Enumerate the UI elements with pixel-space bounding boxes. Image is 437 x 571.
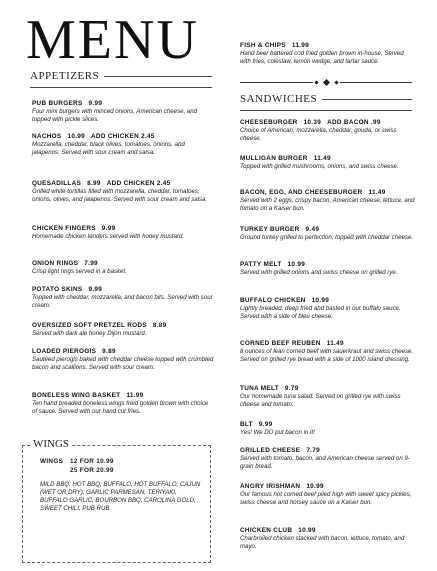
item-desc: Lightly breaded, deep fried and basted in our buffalo sauce. Served with a side of bleu cheese. bbox=[240, 305, 401, 320]
wings-name: WINGS bbox=[40, 458, 64, 465]
item-name: PATTY MELT bbox=[240, 261, 282, 268]
item-name: LOADED PIEROGIS bbox=[32, 348, 97, 355]
item-desc: Ten hand breaded boneless wings fried golden brown with choice of sauce. Served with our hand cut fries. bbox=[32, 400, 209, 415]
item-price: 9.99 bbox=[258, 421, 273, 428]
sandwich-item-patty-melt bbox=[240, 261, 418, 277]
sandwiches-heading-label: SANDWICHES bbox=[240, 93, 318, 105]
ornament-line-right bbox=[340, 82, 413, 83]
appetizers-heading-label: APPETIZERS bbox=[30, 70, 100, 82]
item-desc: Served with 2 eggs, crispy bacon, American cheese, lettuce, and tomato on a Kaiser bun. bbox=[240, 197, 415, 212]
appetizer-item-pretzel-rods bbox=[32, 322, 214, 338]
item-desc: Served with grilled onions and swiss cheese on grilled rye. bbox=[240, 269, 398, 276]
appetizer-item-loaded-pierogis bbox=[32, 348, 214, 371]
item-price: 9.79 bbox=[284, 385, 299, 392]
item-name: CHICKEN FINGERS bbox=[32, 225, 96, 232]
sandwich-item-buffalo-chicken bbox=[240, 297, 418, 320]
item-price: 10.99 bbox=[306, 483, 324, 490]
appetizer-item-nachos bbox=[32, 133, 214, 156]
ornament-diamond-icon bbox=[322, 79, 329, 86]
ornament-line-left bbox=[240, 82, 313, 83]
item-desc: Charbroiled chicken stacked with bacon, lettuce, tomato, and mayo. bbox=[240, 535, 405, 550]
item-name-row bbox=[32, 133, 214, 141]
item-desc: 8 ounces of lean corned beef with sauerkraut and swiss cheese. Served on grilled rye bread with a side of 1000 island dressing. bbox=[240, 348, 414, 363]
item-price: 11.99 bbox=[126, 392, 144, 399]
sandwiches-heading bbox=[240, 93, 412, 105]
item-price: 10.99 bbox=[311, 297, 330, 304]
item-name: CORNED BEEF REUBEN bbox=[240, 340, 321, 347]
item-desc: Served with tomato, bacon, and American cheese served on 9-grain bread. bbox=[240, 455, 410, 470]
sandwiches-heading-rule bbox=[322, 99, 412, 100]
item-desc: Grilled white tortillas filled with mozzarella, cheddar, tomatoes, onions, olives, and jalapenos. Served with sour cream and salsa. bbox=[32, 188, 208, 203]
appetizer-item-chicken-fingers bbox=[32, 225, 214, 241]
sandwich-item-bacon-egg-cheeseburger bbox=[240, 189, 418, 212]
appetizer-item-quesadillas bbox=[32, 180, 214, 203]
item-desc: Choice of American, mozzarella, cheddar, gouda, or swiss cheese. bbox=[240, 127, 397, 142]
item-price: 9.99 bbox=[88, 100, 103, 107]
item-price: 10.39 bbox=[303, 119, 322, 126]
item-extra: ADD CHICKEN 2.45 bbox=[91, 133, 155, 140]
item-price: 9.99 bbox=[101, 225, 116, 232]
item-name-row bbox=[240, 385, 418, 393]
item-extra: ADD BACON .99 bbox=[327, 119, 381, 126]
item-price: 11.99 bbox=[291, 42, 309, 49]
item-desc: Our homemade tuna salad. Served on grilled rye with swiss cheese and tomato. bbox=[240, 393, 401, 408]
item-name: POTATO SKINS bbox=[32, 286, 83, 293]
wings-flavors: MILD BBQ, HOT BBQ, BUFFALO, HOT BUFFALO, CAJUN (WET OR DRY), GARLIC PARMESAN, TERIYAKI, BUFFALO GARLIC, BOURBON BBQ, CAROLINA GOLD, SWEET CHILI, PUB RUB. bbox=[40, 481, 201, 512]
item-name-row bbox=[240, 119, 418, 127]
item-price: 11.49 bbox=[368, 189, 386, 196]
fish-and-chips-item bbox=[240, 42, 415, 65]
item-name-row bbox=[240, 261, 418, 269]
item-name-row bbox=[240, 189, 418, 197]
sandwich-item-chicken-club bbox=[240, 527, 418, 550]
ornament-diamond-small-icon bbox=[334, 80, 338, 84]
item-name: BACON, EGG, AND CHEESEBURGER bbox=[240, 189, 363, 196]
sandwich-item-tuna-melt bbox=[240, 385, 418, 408]
item-desc: Served with dark ale honey Dijon mustard. bbox=[32, 330, 147, 337]
item-desc: Our famous hot corned beef piled high with sweet spicy pickles, swiss cheese and horsey sauce on a Kaiser bun. bbox=[240, 491, 412, 506]
sandwich-item-cheeseburger bbox=[240, 119, 418, 142]
sandwich-item-mulligan-burger bbox=[240, 155, 418, 171]
item-name-row bbox=[240, 42, 415, 50]
item-name: ANGRY IRISHMAN bbox=[240, 483, 301, 490]
item-name: TUNA MELT bbox=[240, 385, 279, 392]
item-price: 10.99 bbox=[298, 527, 316, 534]
item-name: CHEESEBURGER bbox=[240, 119, 298, 126]
item-name: GRILLED CHEESE bbox=[240, 447, 301, 454]
item-name-row bbox=[32, 286, 214, 294]
item-name-row bbox=[240, 155, 418, 163]
item-name-row bbox=[32, 348, 214, 356]
wings-price-12: 12 FOR 10.99 bbox=[70, 458, 114, 465]
item-desc: Homemade chicken tenders served with honey mustard. bbox=[32, 233, 185, 240]
item-name-row bbox=[32, 322, 214, 330]
item-name-row bbox=[32, 180, 214, 188]
wings-price-25: 25 FOR 20.99 bbox=[70, 466, 114, 474]
item-name-row bbox=[32, 392, 214, 400]
item-desc: Topped with grilled mushrooms, onions, and swiss cheese. bbox=[240, 163, 399, 170]
item-desc: Yes! We DO put bacon in it! bbox=[240, 429, 315, 436]
appetizers-heading bbox=[30, 70, 212, 82]
item-extra: ADD CHICKEN 2.45 bbox=[106, 180, 171, 187]
item-name-row bbox=[240, 483, 418, 491]
sandwich-item-turkey-burger bbox=[240, 226, 418, 242]
item-name: MULLIGAN BURGER bbox=[240, 155, 308, 162]
item-name-row bbox=[240, 297, 418, 305]
item-name: TURKEY BURGER bbox=[240, 226, 300, 233]
wings-heading: WINGS bbox=[30, 438, 72, 450]
item-price: 11.49 bbox=[326, 340, 344, 347]
item-name: QUESADILLAS bbox=[32, 180, 82, 187]
item-desc: Sautéed pierogis baked with cheddar cheese topped with crumbled bacon and scallions. Served with sour cream. bbox=[32, 356, 214, 371]
item-name-row bbox=[240, 226, 418, 234]
appetizers-heading-rule bbox=[104, 76, 212, 77]
item-name: BONELESS WING BASKET bbox=[32, 392, 121, 399]
item-desc: Mozzarella, cheddar, black olives, tomatoes, onions, and jalapenos. Served with sour cream and salsa. bbox=[32, 141, 185, 156]
item-name-row bbox=[32, 100, 214, 108]
item-desc: Crisp light rings served in a basket. bbox=[32, 268, 127, 275]
item-name-row bbox=[32, 260, 214, 268]
appetizer-item-potato-skins bbox=[32, 286, 214, 309]
menu-title: MENU bbox=[26, 9, 199, 71]
item-desc: Topped with cheddar, mozzarella, and bacon bits. Served with sour cream. bbox=[32, 294, 213, 309]
item-name-row bbox=[240, 340, 418, 348]
item-price: 10.99 bbox=[67, 133, 85, 140]
item-name-row bbox=[240, 447, 418, 455]
wings-prices bbox=[40, 458, 114, 475]
item-price: 9.49 bbox=[305, 226, 320, 233]
item-name: PUB BURGERS bbox=[32, 100, 83, 107]
sandwich-item-blt bbox=[240, 421, 418, 437]
sandwich-item-grilled-cheese bbox=[240, 447, 418, 470]
item-name: FISH & CHIPS bbox=[240, 42, 286, 49]
item-name: NACHOS bbox=[32, 133, 62, 140]
item-name-row bbox=[240, 421, 418, 429]
ornament-divider bbox=[240, 80, 412, 85]
item-name: BUFFALO CHICKEN bbox=[240, 297, 306, 304]
item-desc: Ground turkey grilled to perfection, topped with cheddar cheese. bbox=[240, 234, 414, 241]
appetizer-item-boneless-wing-basket bbox=[32, 392, 214, 415]
item-price: 9.89 bbox=[102, 348, 116, 355]
appetizer-item-pub-burgers bbox=[32, 100, 214, 123]
item-price: 8.99 bbox=[87, 180, 101, 187]
item-name: ONION RINGS bbox=[32, 260, 79, 267]
item-price: 7.79 bbox=[306, 447, 320, 454]
sandwich-item-angry-irishman bbox=[240, 483, 418, 506]
sandwich-item-corned-beef-reuben bbox=[240, 340, 418, 363]
item-price: 11.49 bbox=[313, 155, 331, 162]
item-name-row bbox=[240, 527, 418, 535]
item-price: 10.99 bbox=[287, 261, 306, 268]
item-price: 9.99 bbox=[88, 286, 103, 293]
item-desc: Four mini burgers with minced onions, American cheese, and topped with pickle slices. bbox=[32, 108, 198, 123]
item-name: OVERSIZED SOFT PRETZEL RODS bbox=[32, 322, 147, 329]
item-price: 7.99 bbox=[84, 260, 98, 267]
appetizer-item-onion-rings bbox=[32, 260, 214, 276]
wings-price-row-12 bbox=[40, 458, 114, 467]
item-price: 8.89 bbox=[152, 322, 167, 329]
item-desc: Hand beer battered cod fried golden brown in-house. Served with fries, coleslaw, lemon wedge, and tartar sauce. bbox=[240, 50, 404, 65]
sandwiches-divider bbox=[240, 110, 412, 111]
ornament-diamond-small-icon bbox=[314, 80, 318, 84]
item-name: BLT bbox=[240, 421, 253, 428]
item-name-row bbox=[32, 225, 214, 233]
appetizers-divider bbox=[30, 87, 212, 88]
item-name: CHICKEN CLUB bbox=[240, 527, 293, 534]
